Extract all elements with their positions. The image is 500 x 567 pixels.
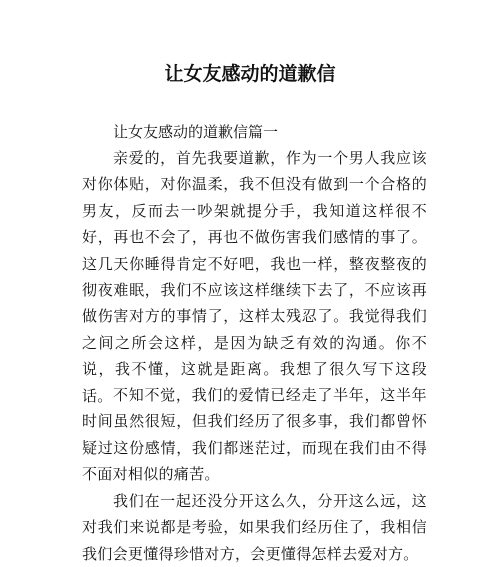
paragraph-3: 我们在一起还没分开这么久，分开这么远，这对我们来说都是考验，如果我们经历住了，我相信我们会更懂得珍惜对方，会更懂得怎样去爱对方。 [82, 492, 427, 563]
paragraph-2: 不知不觉，我们的爱情已经走了半年，这半年时间虽然很短，但我们经历了很多事，我们都曾怀疑过这份感情，我们都迷茫过，而现在我们由不得不面对相似的痛苦。 [82, 386, 427, 484]
section-heading: 让女友感动的道歉信篇一 [113, 123, 279, 141]
document-title: 让女友感动的道歉信 [164, 63, 336, 85]
paragraph-1: 亲爱的，首先我要道歉，作为一个男人我应该对你体贴，对你温柔，我不但没有做到一个合格的男友，反而去一吵架就提分手，我知道这样很不好，再也不会了，再也不做伤害我们感情的事了。这几天你睡得肯定不好吧，我也一样，整夜整夜的彻夜难眠，我们不应该这样继续下去了，不应该再做伤害对方的事情了，这样太残忍了。我觉得我们之间之所会这样，是因为缺乏有效的沟通。你不说，我不懂，这就是距离。我想了很久写下这段话。 [82, 149, 427, 405]
